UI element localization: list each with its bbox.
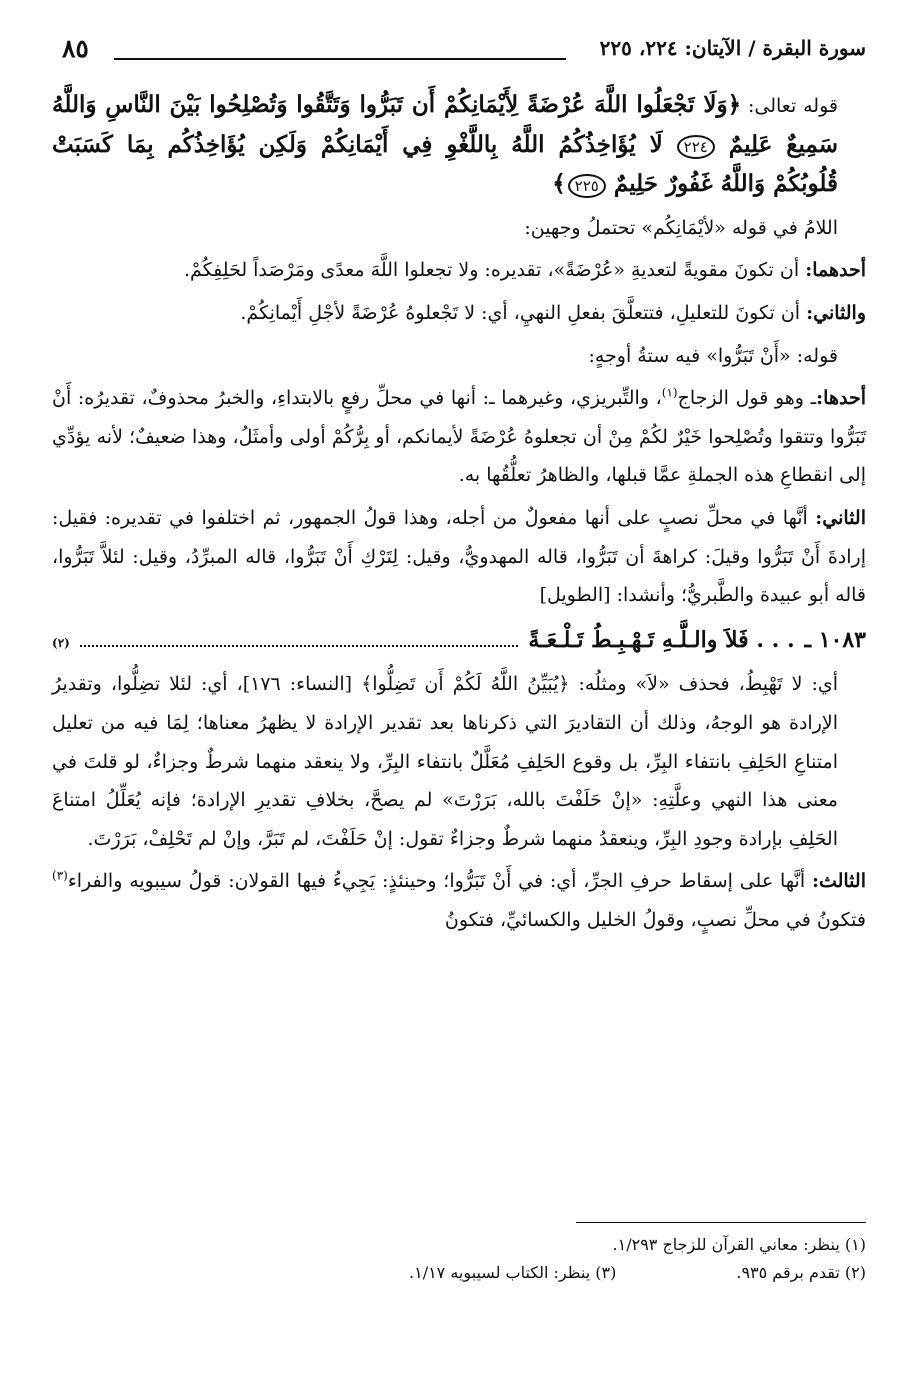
verse-number-224: ٢٢٤ <box>677 135 715 159</box>
paragraph-text: أنَّها في محلِّ نصبٍ على أنها مفعولٌ من أجله، وهذا قولُ الجمهور، ثم اختلفوا في تقديره: فقيل: إرادةَ أَنْ تَبَرُّوا وقيلَ: كراهةَ أن تَبَرُّوا، قاله المهدويُّ، وقيل: لِتَرْكِ أَنْ تَبَرُّوا، قاله المبرِّدُ، وقيل: لئلاَّ تَبَرُّوا، قاله أبو عبيدة والطَّبريُّ؛ وأنشدا: [الطويل] <box>52 506 866 607</box>
page-body <box>52 86 866 943</box>
header-rule <box>114 58 566 60</box>
poem-line: ١٠٨٣ ـ . . . فَلاَ والـلَّـهِ تَـهْـبِـطُ تَـلْـعَـةً (٢) <box>52 621 866 660</box>
paragraph-lead: أحدها: <box>816 387 866 410</box>
paragraph-aspect-two <box>52 499 866 615</box>
quran-intro: قوله تعالى: <box>741 95 838 117</box>
footnote-row <box>52 1259 866 1287</box>
paragraph-lead: والثاني: <box>806 301 866 324</box>
paragraph-aspect-three <box>52 862 866 939</box>
poem-number: ١٠٨٣ ـ <box>804 626 866 653</box>
footnote-ref-1[interactable]: (١) <box>661 385 678 400</box>
footnote-3: (٣) ينظر: الكتاب لسيبويه ١/١٧. <box>409 1263 617 1282</box>
quran-paragraph <box>52 86 866 205</box>
book-page <box>52 24 866 1324</box>
poem-dotted-line <box>80 645 519 647</box>
paragraph-text: ، والتِّبريزي، وغيرهما ـ: أنها في محلِّ رفعٍ بالابتداءِ، والخبرُ محذوفٌ، تقديرُه: أَنْ تَبَرُّوا وتتقوا وتُصْلِحوا خَيْرٌ لكُمْ مِنْ أن تجعلوهُ عُرْضَةً لأيمانكم، أو بِرُّكُمْ أولى وأمثَلُ، وهذا ضعيفٌ؛ لأنه يؤدِّي إلى انقطاعِ هذه الجملةِ عمَّا قبلها، والظاهرُ تعلُّقُها به. <box>52 387 866 487</box>
verse-number-225: ٢٢٥ <box>568 174 606 198</box>
page-number: ٨٥ <box>62 34 89 63</box>
paragraph-lam: اللامُ في قوله «لأيْمَانِكُم» تحتملُ وجهين: <box>524 216 838 239</box>
quran-text-224: ﴿وَلَا تَجْعَلُوا اللَّهَ عُرْضَةً لِأَيْمَانِكُمْ أَن تَبَرُّوا وَتَتَّقُوا وَتُصْلِحُوا بَيْنَ النَّاسِ وَاللَّهُ سَمِيعٌ عَلِيمٌ <box>52 91 839 158</box>
quran-close-bracket: ﴾ <box>552 170 566 198</box>
paragraph-second-aspect <box>52 294 866 333</box>
footnotes <box>52 1222 866 1287</box>
paragraph-text: أن تكونَ مقويةً لتعديةِ «عُرْضَةً»، تقديره: ولا تجعلوا اللَّهَ معدًى ومَرْصَداً لحَلِفِكُمْ. <box>183 259 806 282</box>
paragraph-text: فتكونُ في محلِّ نصبٍ، وقولُ الخليل والكسائيِّ، فتكونُ <box>444 908 866 931</box>
poem-text: . . . فَلاَ والـلَّـهِ تَـهْـبِـطُ تَـلْـعَـةً <box>528 626 795 653</box>
quran-text-225: لَا يُؤَاخِذُكُمُ اللَّهُ بِاللَّغْوِ فِي أَيْمَانِكُمْ وَلَكِن يُؤَاخِذُكُم بِمَا كَسَبَتْ قُلُوبُكُمْ وَاللَّهُ غَفُورٌ حَلِيمٌ <box>52 130 838 198</box>
page-header <box>52 34 866 70</box>
footnote-2: (٢) تقدم برقم ٩٣٥. <box>736 1263 866 1282</box>
paragraph-lead: الثاني: <box>815 506 866 529</box>
paragraph-six-aspects: قوله: «أَنْ تَبَرُّوا» فيه ستةُ أوجهٍ: <box>588 344 838 367</box>
paragraph-text: أنَّها على إسقاط حرفِ الجرِّ، أي: في أَنْ تَبَرُّوا؛ وحينئذٍ: يَجِيءُ فيها القولان: قولُ سيبويه والفراء <box>67 870 812 893</box>
footnote-ref-3[interactable]: (٣) <box>52 868 68 883</box>
footnote-separator <box>576 1222 866 1223</box>
paragraph-lead: أحدهما: <box>805 259 866 282</box>
paragraph-explanation: أي: لا تَهْبِطُ، فحذف «لاَ» ومثلُه: ﴿يُبَيِّنُ اللَّهُ لَكُمْ أَن تَضِلُّوا﴾ [النساء: ١٧٦]، أي: لئلا تضِلُّوا، وتقديرُ الإرادة هو الوجهُ، وذلك أن التقاديرَ التي ذكرناها بعد تقدير الإرادة لا يظهرُ معناها؛ لِمَا فيه من تعليل امتناعِ الحَلِفِ بانتفاء البِرِّ، بل وقوع الحَلِفِ مُعَلَّلٌ بانتفاء البِرِّ، ولا ينعقد منهما شرطٌ وجزاءٌ، لو قلتَ في معنى هذا النهي وعلَّتِهِ: «إنْ حَلَفْتَ بالله، بَرَرْتَ» لم يصحَّ، بخلافِ تقديرِ الإرادة؛ فإنه يُعَلِّلُ امتناعَ الحَلِفِ بإرادة وجودِ البِرِّ، وينعقدُ منهما شرطٌ وجزاءٌ تقول: إنْ حَلَفْتَ، لم تَبَرَّ، وإنْ لم تَحْلِفْ، بَرَرْتَ. <box>52 673 839 850</box>
paragraph-first-aspect <box>52 251 866 290</box>
paragraph-aspect-one <box>52 379 866 495</box>
paragraph-text: أن تكونَ للتعليلِ، فتتعلَّقَ بفعلِ النهيِ، أي: لا تَجْعلوهُ عُرْضَةً لأجْلِ أَيْمانِكُمْ. <box>240 301 807 324</box>
paragraph-lead: الثالث: <box>811 870 866 893</box>
footnote-1: (١) ينظر: معاني القرآن للزجاج ١/٢٩٣. <box>612 1235 866 1254</box>
paragraph-text: ـ وهو قول الزجاج <box>677 387 817 410</box>
running-title: سورة البقرة / الآيتان: ٢٢٤، ٢٢٥ <box>599 36 866 60</box>
